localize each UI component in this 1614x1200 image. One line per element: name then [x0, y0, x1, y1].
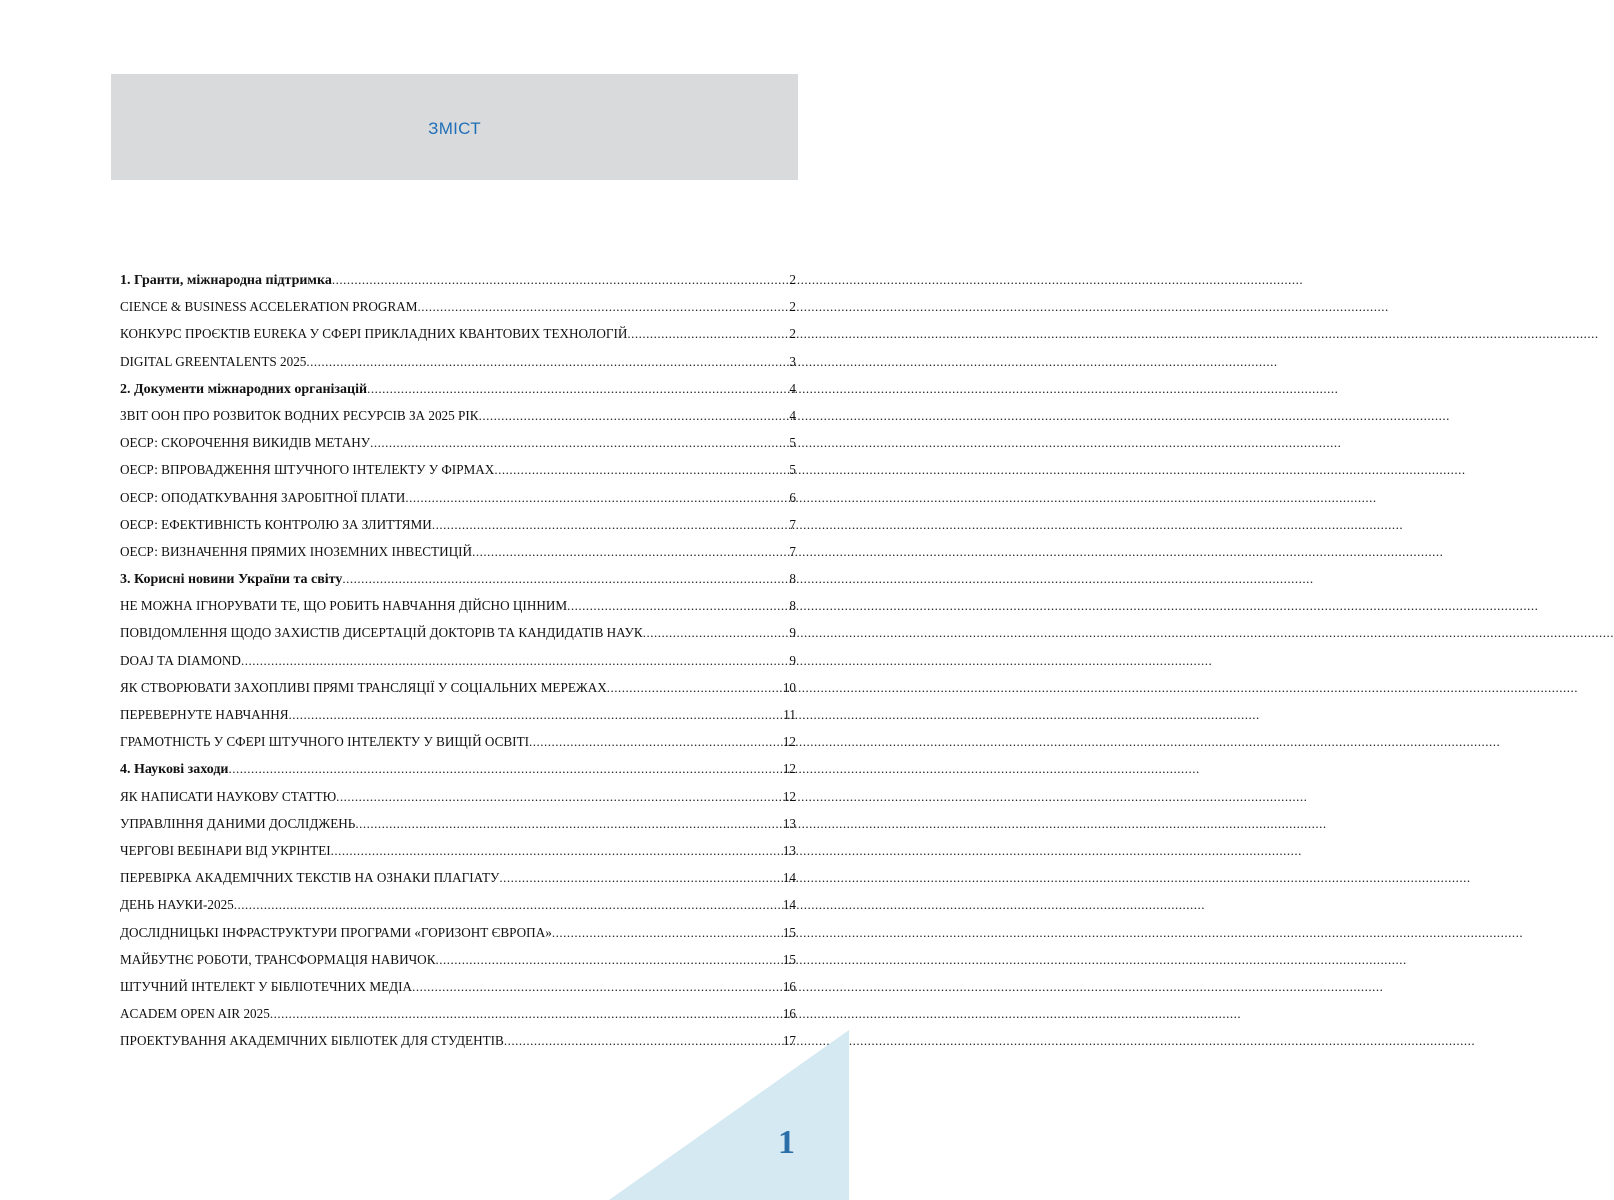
toc-entry-title: ОЕСР: ОПОДАТКУВАННЯ ЗАРОБІТНОЇ ПЛАТИ [120, 489, 406, 505]
toc-dot-leader [342, 565, 788, 592]
toc-entry-title: ПОВІДОМЛЕННЯ ЩОДО ЗАХИСТІВ ДИСЕРТАЦІЙ ДОКТОРІВ ТА КАНДИДАТІВ НАУК [120, 625, 643, 641]
toc-entry-title: 4. Наукові заходи [120, 762, 229, 778]
toc-entry[interactable] [120, 647, 796, 674]
toc-dot-leader [479, 402, 789, 429]
toc-entry[interactable] [120, 946, 796, 973]
toc-entry-title: ОЕСР: ЕФЕКТИВНІСТЬ КОНТРОЛЮ ЗА ЗЛИТТЯМИ [120, 516, 432, 532]
toc-entry[interactable] [120, 973, 796, 1000]
toc-entry-title: ДОСЛІДНИЦЬКІ ІНФРАСТРУКТУРИ ПРОГРАМИ «ГОРИЗОНТ ЄВРОПА» [120, 924, 552, 940]
toc-entry-title: ACADEM OPEN AIR 2025 [120, 1006, 270, 1022]
toc-entry-page: 3 [789, 353, 796, 369]
toc-entry-page: 15 [782, 951, 796, 967]
toc-entry-page: 5 [789, 462, 796, 478]
toc-dot-leader [367, 375, 788, 402]
toc-dot-leader [336, 783, 782, 810]
toc-entry[interactable] [120, 783, 796, 810]
toc-dot-leader [417, 293, 788, 320]
toc-entry[interactable] [120, 728, 796, 755]
toc-entry-page: 4 [789, 380, 796, 396]
toc-entry[interactable] [120, 402, 796, 429]
toc-entry-title: CIENCE & BUSINESS ACCELERATION PROGRAM [120, 299, 418, 315]
toc-entry[interactable] [120, 919, 796, 946]
toc-section-entry[interactable] [120, 375, 796, 402]
toc-entry-page: 16 [782, 978, 796, 994]
toc-dot-leader [332, 266, 789, 293]
toc-dot-leader [494, 456, 788, 483]
toc-dot-leader [499, 864, 781, 891]
toc-dot-leader [627, 320, 788, 347]
toc-entry[interactable] [120, 674, 796, 701]
toc-entry-title: ОЕСР: ВПРОВАДЖЕННЯ ШТУЧНОГО ІНТЕЛЕКТУ У ФІРМАХ [120, 462, 495, 478]
toc-entry-page: 8 [789, 598, 796, 614]
toc-dot-leader [529, 728, 782, 755]
toc-entry-page: 2 [789, 299, 796, 315]
toc-entry[interactable] [120, 429, 796, 456]
toc-entry[interactable] [120, 320, 796, 347]
toc-entry[interactable] [120, 891, 796, 918]
toc-entry-title: ЗВІТ ООН ПРО РОЗВИТОК ВОДНИХ РЕСУРСІВ ЗА 2025 РІК [120, 407, 479, 423]
toc-entry-title: ЯК НАПИСАТИ НАУКОВУ СТАТТЮ [120, 788, 337, 804]
toc-entry-title: 3. Корисні новини України та світу [120, 572, 343, 588]
toc-entry[interactable] [120, 592, 796, 619]
toc-dot-leader [331, 837, 782, 864]
toc-entry-page: 10 [782, 679, 796, 695]
corner-decoration [609, 1030, 849, 1200]
toc-entry[interactable] [120, 864, 796, 891]
toc-entry-title: ДЕНЬ НАУКИ-2025 [120, 897, 234, 913]
toc-entry-title: ОЕСР: ВИЗНАЧЕННЯ ПРЯМИХ ІНОЗЕМНИХ ІНВЕСТИЦІЙ [120, 543, 473, 559]
toc-entry-title: ОЕСР: СКОРОЧЕННЯ ВИКИДІВ МЕТАНУ [120, 435, 371, 451]
toc-entry-title: ПЕРЕВІРКА АКАДЕМІЧНИХ ТЕКСТІВ НА ОЗНАКИ ПЛАГІАТУ [120, 870, 500, 886]
toc-entry[interactable] [120, 293, 796, 320]
toc-entry-page: 14 [782, 870, 796, 886]
toc-dot-leader [370, 429, 788, 456]
toc-dot-leader [472, 538, 788, 565]
toc-section-entry[interactable] [120, 565, 796, 592]
toc-entry[interactable] [120, 538, 796, 565]
toc-dot-leader [405, 484, 788, 511]
toc-entry-page: 4 [789, 407, 796, 423]
toc-entry-title: ЯК СТВОРЮВАТИ ЗАХОПЛИВІ ПРЯМІ ТРАНСЛЯЦІЇ У СОЦІАЛЬНИХ МЕРЕЖАХ [120, 679, 607, 695]
toc-entry-page: 12 [782, 788, 796, 804]
toc-entry[interactable] [120, 810, 796, 837]
toc-dot-leader [306, 348, 788, 375]
toc-entry-page: 2 [789, 326, 796, 342]
toc-entry-page: 7 [789, 516, 796, 532]
toc-entry[interactable] [120, 484, 796, 511]
page-title: ЗМІСТ [428, 119, 481, 138]
toc-entry-title: МАЙБУТНЄ РОБОТИ, ТРАНСФОРМАЦІЯ НАВИЧОК [120, 951, 436, 967]
toc-dot-leader [355, 810, 781, 837]
toc-entry-title: 2. Документи міжнародних організацій [120, 381, 368, 397]
toc-entry-page: 16 [782, 1006, 796, 1022]
toc-entry[interactable] [120, 619, 796, 646]
toc-entry-page: 8 [789, 571, 796, 587]
toc-dot-leader [607, 674, 782, 701]
toc-entry-page: 9 [789, 625, 796, 641]
toc-entry-page: 9 [789, 652, 796, 668]
toc-dot-leader [234, 891, 782, 918]
toc-section-entry[interactable] [120, 266, 796, 293]
page-number: 1 [778, 1124, 795, 1161]
toc-entry-title: DIGITAL GREENTALENTS 2025 [120, 353, 307, 369]
toc-section-entry[interactable] [120, 755, 796, 782]
toc-entry-page: 13 [782, 815, 796, 831]
toc-entry-title: ШТУЧНИЙ ІНТЕЛЕКТ У БІБЛІОТЕЧНИХ МЕДІА [120, 978, 413, 994]
header-band [111, 74, 798, 180]
toc-entry-page: 11 [783, 707, 796, 722]
toc-dot-leader [289, 701, 783, 728]
table-of-contents [120, 266, 796, 1054]
toc-entry-title: ПРОЕКТУВАННЯ АКАДЕМІЧНИХ БІБЛІОТЕК ДЛЯ СТУДЕНТІВ [120, 1033, 504, 1049]
toc-entry[interactable] [120, 837, 796, 864]
toc-entry-page: 15 [782, 924, 796, 940]
toc-dot-leader [432, 511, 789, 538]
toc-entry-title: НЕ МОЖНА ІГНОРУВАТИ ТЕ, ЩО РОБИТЬ НАВЧАННЯ ДІЙСНО ЦІННИМ [120, 598, 568, 614]
toc-entry-page: 2 [789, 272, 796, 287]
toc-entry[interactable] [120, 701, 796, 728]
toc-dot-leader [643, 619, 789, 646]
toc-dot-leader [229, 755, 782, 782]
toc-entry-title: ЧЕРГОВІ ВЕБІНАРИ ВІД УКРІНТЕІ [120, 842, 331, 858]
toc-entry-page: 12 [782, 734, 796, 750]
toc-entry-page: 17 [782, 1033, 796, 1049]
toc-dot-leader [436, 946, 782, 973]
toc-entry[interactable] [120, 348, 796, 375]
toc-entry[interactable] [120, 511, 796, 538]
toc-dot-leader [270, 1000, 782, 1027]
toc-dot-leader [567, 592, 788, 619]
toc-entry-title: 1. Гранти, міжнародна підтримка [120, 273, 332, 288]
toc-entry-page: 7 [789, 543, 796, 559]
toc-entry[interactable] [120, 456, 796, 483]
toc-entry-title: УПРАВЛІННЯ ДАНИМИ ДОСЛІДЖЕНЬ [120, 815, 356, 831]
toc-entry-page: 12 [782, 761, 796, 777]
toc-entry-page: 13 [782, 842, 796, 858]
toc-entry-page: 6 [789, 489, 796, 505]
toc-dot-leader [241, 647, 788, 674]
toc-entry-title: DOAJ ТА DIAMOND [120, 652, 241, 668]
toc-entry[interactable] [120, 1000, 796, 1027]
toc-dot-leader [412, 973, 782, 1000]
toc-entry-page: 14 [782, 897, 796, 913]
toc-entry-title: ГРАМОТНІСТЬ У СФЕРІ ШТУЧНОГО ІНТЕЛЕКТУ У ВИЩІЙ ОСВІТІ [120, 734, 530, 750]
toc-dot-leader [552, 919, 782, 946]
toc-entry-title: КОНКУРС ПРОЄКТІВ EUREKA У СФЕРІ ПРИКЛАДНИХ КВАНТОВИХ ТЕХНОЛОГІЙ [120, 326, 628, 342]
toc-entry-title: ПЕРЕВЕРНУТЕ НАВЧАННЯ [120, 707, 289, 722]
toc-entry-page: 5 [789, 435, 796, 451]
